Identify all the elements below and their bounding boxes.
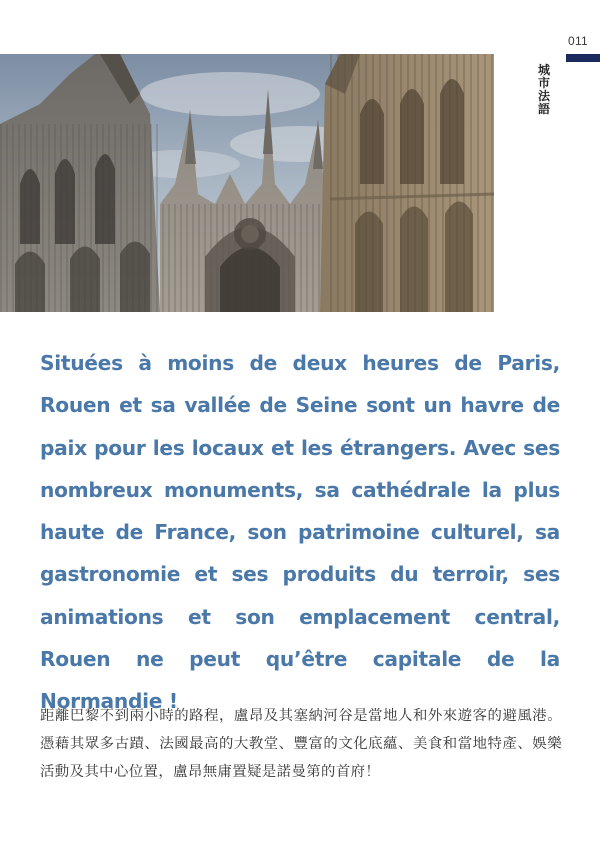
section-label: 城市法語	[537, 63, 550, 116]
cathedral-photo	[0, 54, 494, 312]
accent-bar	[566, 54, 600, 62]
body-paragraph-zh: 距離巴黎不到兩小時的路程，盧昂及其塞納河谷是當地人和外來遊客的避風港。憑藉其眾多古蹟、法國最高的大教堂、豐富的文化底蘊、美食和當地特產、娛樂活動及其中心位置，盧昂無庸置疑是諾曼第的首府！	[40, 708, 562, 780]
lead-paragraph-fr: Situées à moins de deux heures de Paris, Rouen et sa vallée de Seine sont un havre de paix pour les locaux et les étrangers. Avec ses nombreux monuments, sa cathédrale la plus haute de France, son patrimoine culturel, sa gastronomie et ses produits du terroir, ses animations et son emplacement central, Rouen ne peut qu’être capitale de la Normandie !	[40, 351, 560, 714]
page-number: 011	[568, 34, 589, 48]
